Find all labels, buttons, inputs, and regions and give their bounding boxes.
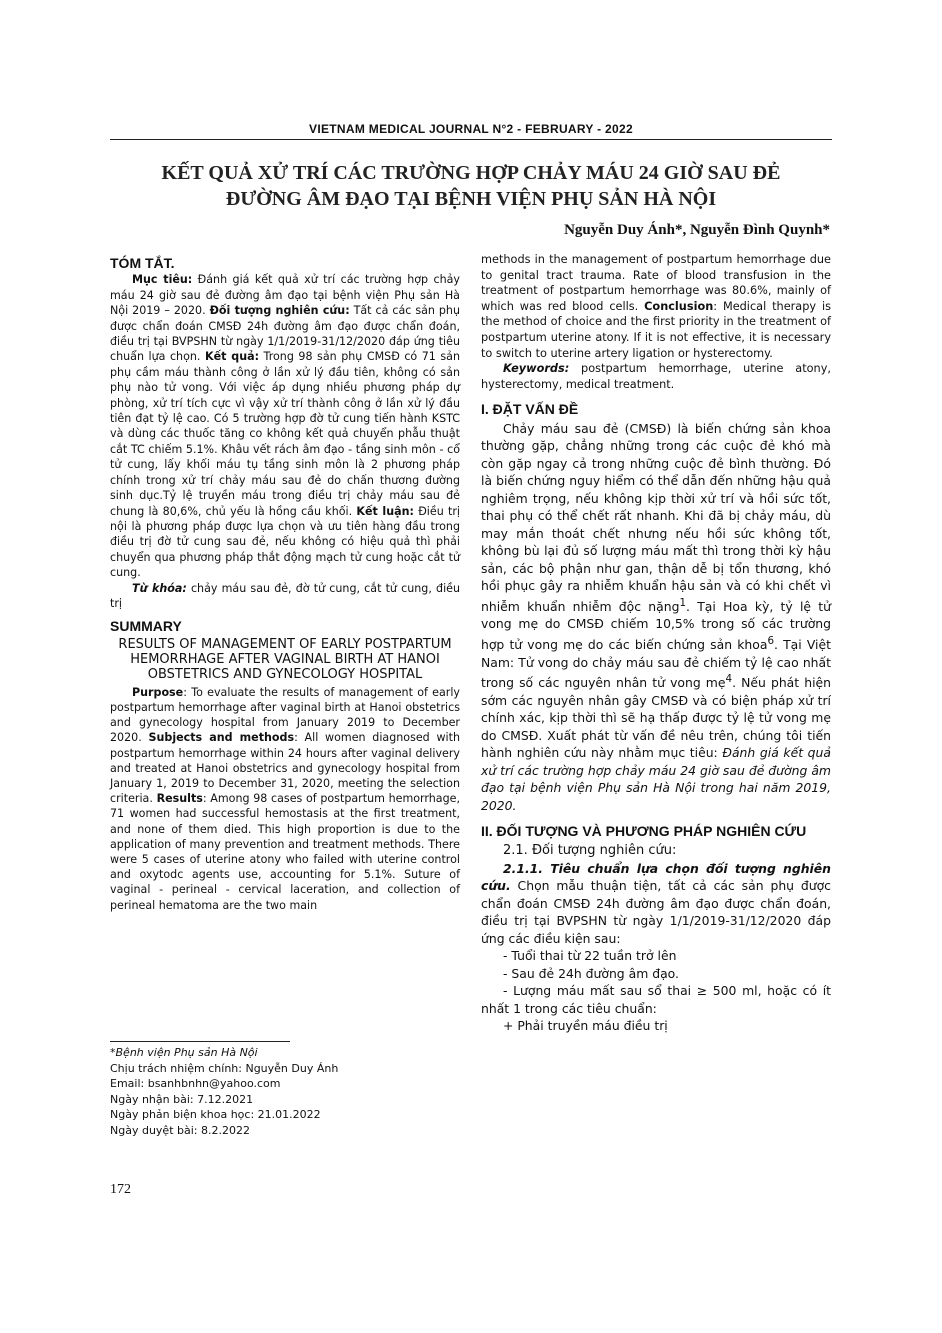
muc-tieu-label: Mục tiêu: (132, 273, 193, 287)
summary-title: RESULTS OF MANAGEMENT OF EARLY POSTPARTUM HEMORRHAGE AFTER VAGINAL BIRTH AT HANOI OBSTETRICS AND GYNECOLOGY HOSPITAL (118, 636, 452, 682)
results-text: : Among 98 cases of postpartum hemorrhage, 71 women had successful hemostasis at the first treatment, and none of them died. This high proportion is due to the application of many prevention and treatment methods. There were 5 cases of uterine atony who failed with uterine control and oxytodc agents use, accounting for 5.1%. Suture of vaginal - perineal - cervical laceration, and collection of perineal hematoma are the two main (110, 792, 460, 912)
keywords-en-label: Keywords: (503, 362, 570, 376)
ref-1: 1 (679, 596, 687, 609)
section-1-heading: I. ĐẶT VẤN ĐỀ (481, 401, 579, 418)
journal-header: VIETNAM MEDICAL JOURNAL N°2 - FEBRUARY - 2022 (309, 122, 633, 136)
s1-part-b: . Tại Hoa kỳ, tỷ lệ tử vong mẹ do CMSĐ chiếm 10,5% trong số các trường hợp tử vong mẹ do các biến chứng sản khoa (481, 598, 831, 652)
ref-6: 6 (767, 634, 775, 647)
summary-continued (481, 252, 831, 361)
footnote-received: Ngày nhận bài: 7.12.2021 (110, 1092, 254, 1106)
abstract-vi-keywords (110, 581, 460, 612)
keywords-vi-text: chảy máu sau đẻ, đờ tử cung, cắt tử cung, điều trị (110, 581, 461, 610)
summary-continued-text: methods in the management of postpartum hemorrhage due to genital tract trauma. Rate of blood transfusion in the treatment of postpartum hemorrhage was 80.6%, mainly of which was red blood cells. (481, 253, 831, 313)
footnote-email: Email: bsanhbnhn@yahoo.com (110, 1077, 281, 1090)
ket-luan-text: Điều trị nội là phương pháp được lựa chọn và ưu tiên hàng đầu trong điều trị đờ tử cung sau đẻ, nếu không có hiệu quả thì phải chuyển qua phương pháp thắt động mạch tử cung hoặc cắt tử cung. (110, 504, 460, 580)
subsection-2-1-1 (481, 860, 831, 948)
section-1-text (481, 420, 831, 814)
s1-part-d: . Nếu phát hiện sớm các nguyên nhân gây CMSĐ và có biện pháp xử trí chính xác, kịp thời thì sẽ hạ thấp được tỷ lệ tử vong mẹ do CMSĐ. Xuất phát từ vấn đề nêu trên, chúng tôi tiến hành nghiên cứu này nhằm mục tiêu: (481, 675, 831, 761)
title-line-2: ĐƯỜNG ÂM ĐẠO TẠI BỆNH VIỆN PHỤ SẢN HÀ NỘI (225, 188, 717, 210)
conclusion-text: : Medical therapy is the method of choice and the first priority in the treatment of postpartum uterine atony. If it is not effective, it is necessary to switch to uterine artery ligation or hysterectomy. (481, 299, 831, 360)
subsection-2-1-1-label-text: 2.1.1. Tiêu chuẩn lựa chọn đối tượng nghiên cứu. (481, 860, 831, 894)
footnote-reviewed: Ngày phản biện khoa học: 21.01.2022 (110, 1108, 321, 1121)
subsection-2-1: 2.1. Đối tượng nghiên cứu: (503, 842, 677, 858)
left-column (110, 252, 460, 913)
results-label: Results (156, 792, 203, 806)
doi-tuong-text: Tất cả các sản phụ được chẩn đoán CMSĐ 24h đường âm đạo được chẩn đoán, điều trị tại BVPSHN từ ngày 1/1/2019-31/12/2020 đáp ứng tiêu chuẩn lựa chọn. (110, 304, 460, 364)
ket-luan-label: Kết luận: (356, 504, 414, 518)
s1-part-c: . Tại Việt Nam: Tử vong do chảy máu sau đẻ chiếm tỷ lệ cao nhất trong số các nguyên nhân tử vong mẹ (481, 637, 831, 691)
abstract-vi-heading: TÓM TẮT. (110, 255, 175, 271)
summary-keywords (481, 361, 831, 392)
conclusion-label: Conclusion (644, 299, 714, 313)
footnote-rule (110, 1041, 290, 1042)
affiliation-text: *Bệnh viện Phụ sản Hà Nội (110, 1046, 258, 1059)
footnote-corresponding: Chịu trách nhiệm chính: Nguyễn Duy Ánh (110, 1061, 339, 1075)
header-rule (110, 139, 832, 140)
section-2-heading: II. ĐỐI TƯỢNG VÀ PHƯƠNG PHÁP NGHIÊN CỨU (481, 823, 807, 840)
purpose-text: : To evaluate the results of management of early postpartum hemorrhage after vaginal birth at Hanoi obstetrics and gynecology hospital from January 2019 to December 2020. (110, 685, 460, 745)
doi-tuong-label: Đối tượng nghiên cứu: (209, 304, 350, 318)
ref-4: 4 (725, 673, 733, 685)
right-column (481, 252, 831, 1035)
ket-qua-text: Trong 98 sản phụ CMSĐ có 71 sản phụ cầm máu thành công ở lần xử lý đầu tiên, không có sản phụ nào tử vong. Với việc áp dụng nhiều phương pháp dự phòng, xử trí tích cực vì vậy xử trí thành công ở lần xử lý đầu tiên đạt tỷ lệ cao. Có 5 trường hợp đờ tử cung tiến hành KSTC và dùng các thuốc tăng co không kết quả chuyển phẫu thuật cắt TC chiếm 5.1%. Khâu vết rách âm đạo - tầng sinh môn - cổ tử cung, lấy khối máu tụ tầng sinh môn là 2 phương pháp chính trong xử trí chảy máu sau đẻ do chấn thương đường sinh dục.Tỷ lệ truyền máu trong điều trị chảy máu sau đẻ chung là 80,6%, chủ yếu là hồng cầu khối. (110, 350, 460, 518)
authors: Nguyễn Duy Ánh*, Nguyễn Đình Quynh* (564, 222, 830, 238)
subjects-label: Subjects and methods (148, 731, 295, 745)
muc-tieu-text: Đánh giá kết quả xử trí các trường hợp chảy máu 24 giờ sau đẻ đường âm đạo tại bệnh viện Phụ sản Hà Nội 2019 – 2020. (110, 273, 460, 318)
abstract-vi-text (110, 272, 460, 580)
summary-heading: SUMMARY (110, 618, 182, 635)
title-line-1: KẾT QUẢ XỬ TRÍ CÁC TRƯỜNG HỢP CHẢY MÁU 24 GIỜ SAU ĐẺ (161, 162, 781, 184)
footnote-affiliation (110, 1045, 460, 1061)
criteria-item: - Lượng máu mất sau sổ thai ≥ 500 ml, hoặc có ít nhất 1 trong các tiêu chuẩn: (481, 983, 831, 1016)
subjects-text: : All women diagnosed with postpartum hemorrhage within 24 hours after vaginal delivery and treated at Hanoi obstetrics and gynecology hospital from January 1, 2019 to December 31, 2020, meeting the selection criteria. (110, 731, 460, 806)
criteria-item: + Phải truyền máu điều trị (503, 1018, 668, 1034)
keywords-en-text: postpartum hemorrhage, uterine atony, hysterectomy, medical treatment. (481, 362, 831, 391)
s1-part-a: Chảy máu sau đẻ (CMSĐ) là biến chứng sản khoa thường gặp, chẳng những trong các cuộc đẻ khó mà còn gặp ngay cả trong những cuộc đẻ bình thường. Đó là biến chứng nguy hiểm có thể dẫn đến những hậu quả nghiêm trọng, nếu không kịp thời xử trí và hồi sức tốt, thai phụ có thể chết rất nhanh. Khi đã bị chảy máu, dù may mắn thoát chết nhưng nếu hồi sức không tốt, không bù lại đủ số lượng máu mất thì trong thời kỳ hậu sản, các bộ phận như gan, thận dễ bị tổn thương, khó hồi phục gây ra nhiễm khuẩn hậu sản và có khi chết vì nhiễm khuẩn nhiễm độc nặng (481, 420, 831, 614)
keywords-vi-label: Từ khóa: (132, 581, 187, 595)
purpose-label: Purpose (132, 685, 184, 699)
ket-qua-label: Kết quả: (204, 350, 260, 364)
summary-text (110, 685, 460, 913)
footnotes (110, 1045, 460, 1138)
criteria-item: - Tuổi thai từ 22 tuần trở lên (503, 948, 677, 964)
footnote-accepted: Ngày duyệt bài: 8.2.2022 (110, 1123, 250, 1137)
article-title (120, 160, 822, 212)
page-number: 172 (110, 1182, 131, 1197)
criteria-item: - Sau đẻ 24h đường âm đạo. (503, 965, 679, 981)
s1-objective: Đánh giá kết quả xử trí các trường hợp chảy máu 24 giờ sau đẻ đường âm đạo tại bệnh viện Phụ sản Hà Nội trong hai năm 2019, 2020. (481, 745, 831, 813)
subsection-2-1-1-text: Chọn mẫu thuận tiện, tất cả các sản phụ được chẩn đoán CMSĐ 24h đường âm đạo được chẩn đoán, điều trị tại BVPSHN từ ngày 1/1/2019-31/12/2020 đáp ứng các điều kiện sau: (481, 878, 831, 946)
